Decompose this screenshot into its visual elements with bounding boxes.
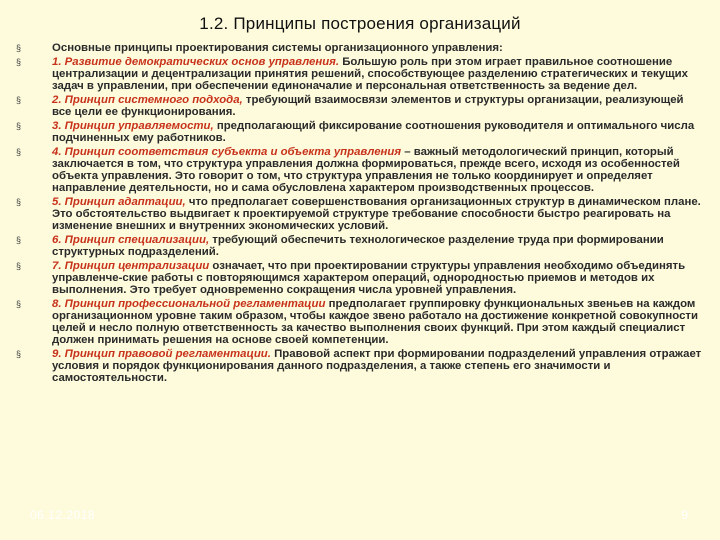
bullet-icon: § bbox=[16, 349, 22, 359]
list-item bbox=[14, 120, 704, 144]
bullet-icon: § bbox=[16, 121, 22, 131]
item-head: 7. Принцип централизации bbox=[52, 260, 210, 272]
list-item bbox=[14, 56, 704, 92]
item-text: означает, что при проектировании структуры управления необходимо объединять управленче-ские работы с повторяющимся характером операций, однородностью приемов и методов их выполнения. Это требует одновременно сокращения числа уровней управления. bbox=[52, 260, 686, 296]
footer-page-number: 9 bbox=[681, 508, 688, 522]
item-text: Большую роль при этом играет правильное соотношение централизации и децентрализации принятия решений, способствующее разделению стратегических и текущих задач в управлении, при обеспечении единоначалие и персональная ответственность за ведение дел. bbox=[52, 56, 688, 92]
slide-title: 1.2. Принципы построения организаций bbox=[199, 14, 521, 33]
bullet-list bbox=[14, 42, 704, 386]
item-head: 4. Принцип соответствия субъекта и объекта управления bbox=[52, 146, 402, 158]
item-text: Правовой аспект при формировании подразделений управления отражает условия и порядок функционирования данного подразделения, а также степень его значимости и самостоятельности. bbox=[52, 348, 702, 384]
item-head: 5. Принцип адаптации, bbox=[52, 196, 186, 208]
item-text: предполагающий фиксирование соотношения руководителя и оптимального числа подчиненных ему работников. bbox=[52, 120, 695, 144]
bullet-icon: § bbox=[16, 197, 22, 207]
footer-date: 06.12.2018 bbox=[30, 508, 96, 522]
bullet-icon: § bbox=[16, 95, 22, 105]
list-item bbox=[14, 234, 704, 258]
list-item bbox=[14, 42, 704, 54]
item-text: требующий взаимосвязи элементов и структуры организации, реализующей все цели ее функционирования. bbox=[52, 94, 684, 118]
bullet-icon: § bbox=[16, 43, 22, 53]
item-text: Основные принципы проектирования системы организационного управления: bbox=[52, 42, 503, 54]
bullet-icon: § bbox=[16, 235, 22, 245]
list-item bbox=[14, 260, 704, 296]
bullet-icon: § bbox=[16, 299, 22, 309]
list-item bbox=[14, 196, 704, 232]
item-head: 6. Принцип специализации, bbox=[52, 234, 210, 246]
item-text: требующий обеспечить технологическое разделение труда при формировании структурных подразделений. bbox=[52, 234, 664, 258]
item-head: 3. Принцип управляемости, bbox=[52, 120, 214, 132]
item-text: что предполагает совершенствования организационных структур в динамическом плане. Это обстоятельство выдвигает к проектируемой структуре требование способности быстро реагировать на изменение внешних и внутренних экономических условий. bbox=[52, 196, 701, 232]
bullet-icon: § bbox=[16, 57, 22, 67]
list-item bbox=[14, 94, 704, 118]
item-text: – важный методологический принцип, который заключается в том, что структура управления должна формироваться, прежде всего, исходя из особенностей объекта управления. Это говорит о том, что структура управления не только координирует и определяет направление деятельности, но и сама обусловлена характером производственных процессов. bbox=[52, 146, 680, 194]
item-head: 8. Принцип профессиональной регламентации bbox=[52, 298, 326, 310]
list-item bbox=[14, 146, 704, 194]
bullet-icon: § bbox=[16, 261, 22, 271]
list-item bbox=[14, 298, 704, 346]
item-text: предполагает группировку функциональных звеньев на каждом организационном уровне таким образом, чтобы каждое звено работало на достижение конкретной совокупности целей и несло полную ответственность за качество выполнения своих функций. При этом каждый специалист должен принимать решения на основе своей компетенции. bbox=[52, 298, 699, 346]
item-head: 1. Развитие демократических основ управления. bbox=[52, 56, 340, 68]
item-head: 2. Принцип системного подхода, bbox=[52, 94, 243, 106]
list-item bbox=[14, 348, 704, 384]
item-head: 9. Принцип правовой регламентации. bbox=[52, 348, 271, 360]
bullet-icon: § bbox=[16, 147, 22, 157]
